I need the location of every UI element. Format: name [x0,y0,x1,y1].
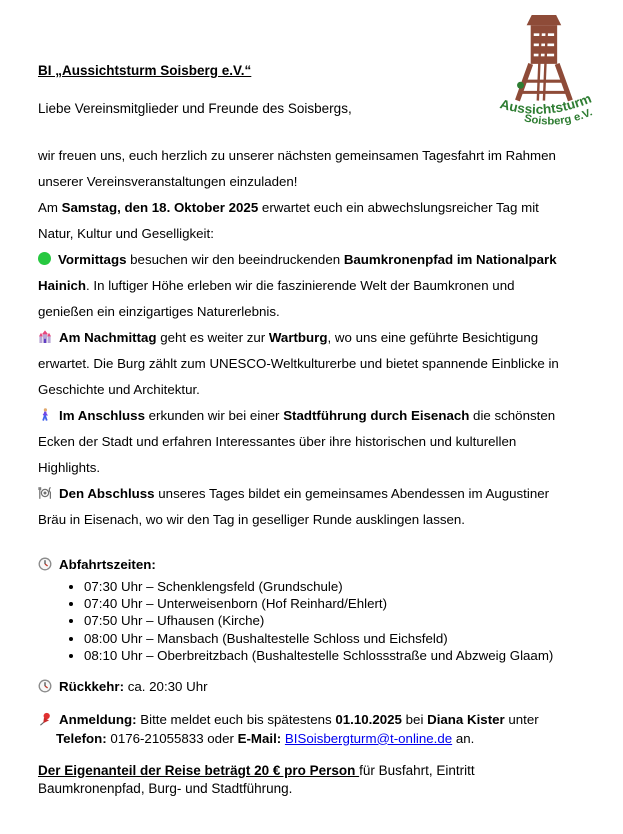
text-segment: an. [452,730,475,746]
text-segment: ca. 20:30 Uhr [124,679,208,695]
text-segment: Im Anschluss [59,408,145,423]
departure-item: • 08:10 Uhr – Oberbreitzbach (Bushaltestelle Schlossstraße und Abzweig Glaam) [84,647,604,664]
text-segment: Rückkehr: [59,679,125,695]
departure-item: • 07:30 Uhr – Schenklengsfeld (Grundschule) [84,578,604,595]
program-afternoon-text [38,330,559,397]
pedestrian-icon [38,405,52,419]
letter-body [38,62,604,798]
text-segment: Baumkronenpfad, Burg- und Stadtführung. [38,781,293,797]
return-text [59,679,208,694]
text-segment: 0176-21055833 oder [106,730,238,746]
text-segment: wir freuen uns, euch herzlich zu unserer nächsten gemeinsamen Tagesfahrt im Rahmen [38,148,556,163]
castle-icon [38,327,52,341]
text-segment: Der Eigenanteil der Reise beträgt 20 € pro Person [38,763,360,779]
clock-icon [38,679,52,693]
text-segment: erwartet. Die Burg zählt zum UNESCO-Weltkulturerbe und bietet spannende Einblicke in [38,356,559,371]
text-segment: , wo uns eine geführte Besichtigung [327,330,539,345]
program-dinner-text [38,486,549,527]
text-segment: . In luftiger Höhe erleben wir die faszinierende Welt der Baumkronen und [86,278,515,293]
event-date-paragraph [38,195,604,247]
cost-note [38,762,604,798]
text-segment: E-Mail: [237,730,282,746]
departure-item: • 07:50 Uhr – Ufhausen (Kirche) [84,612,604,629]
text-segment: Vormittags [58,252,127,267]
text-segment: Am [38,200,62,215]
dining-icon [38,483,52,497]
text-segment: Bitte meldet euch bis spätestens [136,712,336,728]
text-segment: Ecken der Stadt und erfahren Interessantes über ihre historischen und kulturellen [38,434,517,449]
program-dinner-paragraph [38,481,604,533]
text-segment: Anmeldung: [59,712,137,728]
email-link[interactable]: BISoisbergturm@t-online.de [284,730,453,746]
text-segment: für Busfahrt, Eintritt [359,763,475,779]
cost-note-line-2 [38,780,604,798]
text-segment: bei [401,712,428,728]
text-segment: Am Nachmittag [59,330,157,345]
page-title: BI „Aussichtsturm Soisberg e.V.“ [38,63,252,78]
text-segment: Highlights. [38,460,101,475]
text-segment: Baumkronenpfad im Nationalpark [343,252,557,267]
greeting-line: Liebe Vereinsmitglieder und Freunde des Soisbergs, [38,101,352,116]
text-segment: Den Abschluss [59,486,155,501]
text-segment: Stadtführung durch Eisenach [283,408,470,423]
pushpin-icon [38,712,52,726]
cost-note-line-1 [38,762,604,780]
text-segment: unserer Vereinsveranstaltungen einzuladen! [38,174,298,189]
registration-line-1-text [59,712,539,727]
program-afternoon-paragraph [38,325,604,403]
text-segment: geht es weiter zur [156,330,269,345]
text-segment: unseres Tages bildet ein gemeinsames Abendessen im Augustiner [154,486,550,501]
text-segment: erwartet euch ein abwechslungsreicher Tag mit [258,200,539,215]
text-segment: Geschichte und Architektur. [38,382,200,397]
text-segment: Telefon: [56,730,107,746]
text-segment: Wartburg [268,330,328,345]
text-segment: 01.10.2025 [335,712,402,728]
return-line [38,678,604,696]
registration-line-2 [38,730,604,749]
departure-list [38,578,604,664]
program-citytour-paragraph [38,403,604,481]
text-segment: besuchen wir den beeindruckenden [126,252,344,267]
clock-icon [38,557,52,571]
program-morning-text [38,252,557,319]
logo-text-arc-2: Soisberg e.V. [522,106,595,128]
departures-heading-line [38,555,604,575]
program-morning-paragraph [38,247,604,325]
departures-heading: Abfahrtszeiten: [59,557,156,572]
text-segment: unter [504,712,539,728]
registration-line-1 [38,711,604,730]
text-segment: Hainich [38,278,87,293]
text-segment: Bräu in Eisenach, wo wir den Tag in geselliger Runde ausklingen lassen. [38,512,465,527]
departure-item: • 08:00 Uhr – Mansbach (Bushaltestelle Schloss und Eichsfeld) [84,630,604,647]
program-citytour-text [38,408,555,475]
text-segment: erkunden wir bei einer [144,408,284,423]
text-segment: genießen ein einzigartiges Naturerlebnis. [38,304,280,319]
text-segment: Natur, Kultur und Geselligkeit: [38,226,214,241]
departure-item: • 07:40 Uhr – Unterweisenborn (Hof Reinhard/Ehlert) [84,595,604,612]
green-circle-icon [38,252,51,265]
text-segment: die schönsten [469,408,556,423]
registration-section [38,711,604,748]
text-segment: Samstag, den 18. Oktober 2025 [61,200,259,215]
logo-text-arc-1: Aussichtsturm [498,90,594,117]
intro-paragraph [38,143,604,195]
text-segment: Diana Kister [427,712,505,728]
